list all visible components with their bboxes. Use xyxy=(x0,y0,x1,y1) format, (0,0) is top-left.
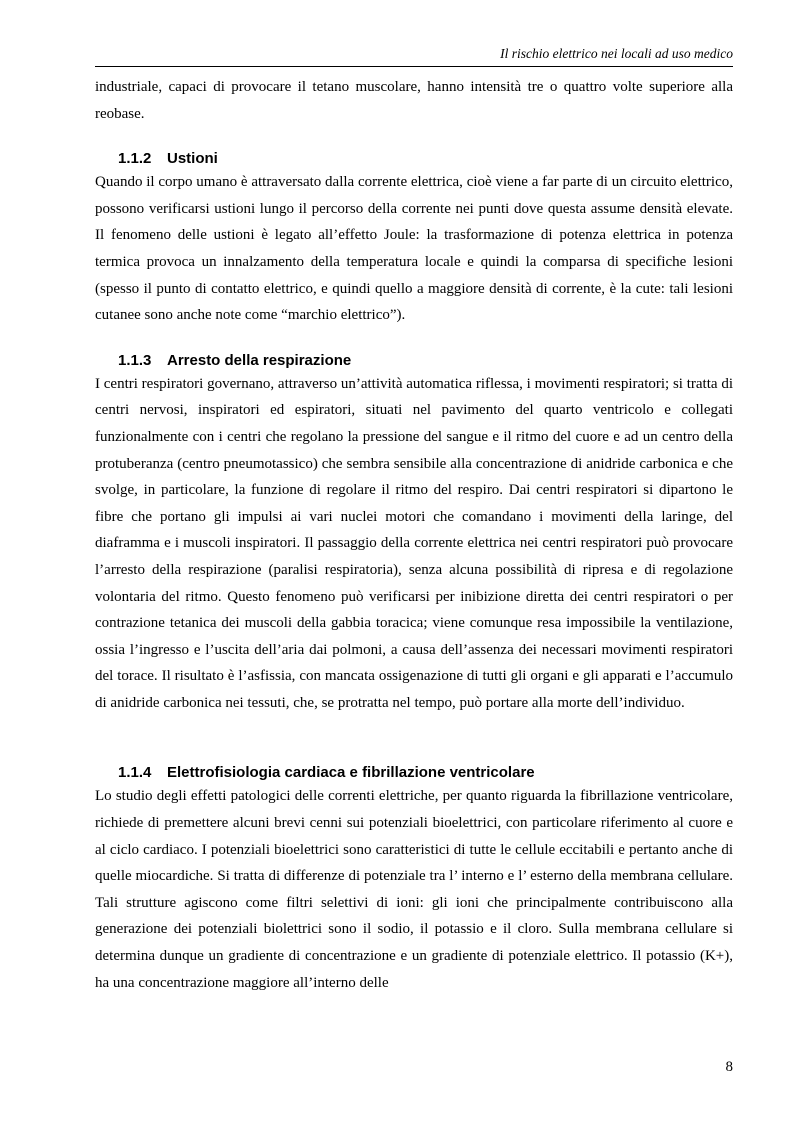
running-header: Il rischio elettrico nei locali ad uso medico xyxy=(500,46,733,61)
section-title: Elettrofisiologia cardiaca e fibrillazione ventricolare xyxy=(167,764,535,782)
spacer xyxy=(95,127,733,149)
section-title: Ustioni xyxy=(167,150,218,168)
section-heading-arresto-respirazione xyxy=(95,351,733,371)
section-number: 1.1.2 xyxy=(118,150,152,168)
header-rule xyxy=(95,66,733,67)
intro-paragraph: industriale, capaci di provocare il tetano muscolare, hanno intensità tre o quattro volte superiore alla reobase. xyxy=(95,79,733,122)
section-heading-ustioni xyxy=(95,149,733,169)
section-paragraph-ustioni: Quando il corpo umano è attraversato dalla corrente elettrica, cioè viene a far parte di un circuito elettrico, possono verificarsi ustioni lungo il percorso della corrente nei punti dove questa assume densità elevate. Il fenomeno delle ustioni è legato all’effetto Joule: la trasformazione di potenza elettrica in potenza termica provoca un innalzamento della temperatura locale e quindi la comparsa di specifiche lesioni (spesso il punto di contatto elettrico, e quindi quello a maggiore densità di corrente, è la cute: tali lesioni cutanee sono anche note come “marchio elettrico”). xyxy=(95,174,733,324)
section-title: Arresto della respirazione xyxy=(167,351,352,369)
spacer xyxy=(95,329,733,351)
section-number: 1.1.3 xyxy=(118,351,152,369)
section-paragraph-arresto-respirazione: I centri respiratori governano, attraverso un’attività automatica riflessa, i movimenti respiratori; si tratta di centri nervosi, inspiratori ed espiratori, situati nel pavimento del quarto ventricolo e collegati funzionalmente con i centri che regolano la pressione del sangue e il ritmo del cuore e ad un centro della protuberanza (centro pneumotassico) che sembra sensibile alla concentrazione di anidride carbonica e che svolge, in particolare, la funzione di regolare il ritmo del respiro. Dai centri respiratori si dipartono le fibre che portano gli impulsi ai vari nuclei motori che comandano i movimenti della laringe, del diaframma e i muscoli inspiratori. Il passaggio della corrente elettrica nei centri respiratori può provocare l’arresto della respirazione (paralisi respiratoria), senza alcuna possibilità di ripresa e di regolazione volontaria del ritmo. Questo fenomeno può verificarsi per inibizione diretta dei centri respiratori o per contrazione tetanica dei muscoli della gabbia toracica; viene comunque resa impossibile la ventilazione, ossia l’ingresso e l’uscita dell’aria dai polmoni, a causa dell’assenza dei necessari movimenti respiratori del torace. Il risultato è l’asfissia, con mancata ossigenazione di tutti gli organi e gli apparati e l’accumulo di anidride carbonica nei tessuti, che, se protratta nel tempo, può portare alla morte dell’individuo. xyxy=(95,375,733,711)
section-heading-elettrofisiologia xyxy=(95,763,733,783)
spacer xyxy=(95,716,733,763)
page-body xyxy=(95,74,733,996)
page-number: 8 xyxy=(725,1059,733,1075)
section-number: 1.1.4 xyxy=(118,764,152,782)
section-paragraph-elettrofisiologia: Lo studio degli effetti patologici delle correnti elettriche, per quanto riguarda la fibrillazione ventricolare, richiede di premettere alcuni brevi cenni sui potenziali bioelettrici, con particolare riferimento al cuore e al ciclo cardiaco. I potenziali bioelettrici sono caratteristici di tutte le cellule eccitabili e pertanto anche di quelle miocardiche. Si tratta di differenze di potenziale tra l’ interno e l’ esterno della membrana cellulare. Tali strutture agiscono come filtri selettivi di ioni: gli ioni che principalmente contribuiscono alla generazione dei potenziali biolettrici sono il sodio, il potassio e il cloro. Sulla membrana cellulare si determina dunque un gradiente di concentrazione e un gradiente di potenziale elettrico. Il potassio (K+), ha una concentrazione maggiore all’interno delle xyxy=(95,788,733,991)
